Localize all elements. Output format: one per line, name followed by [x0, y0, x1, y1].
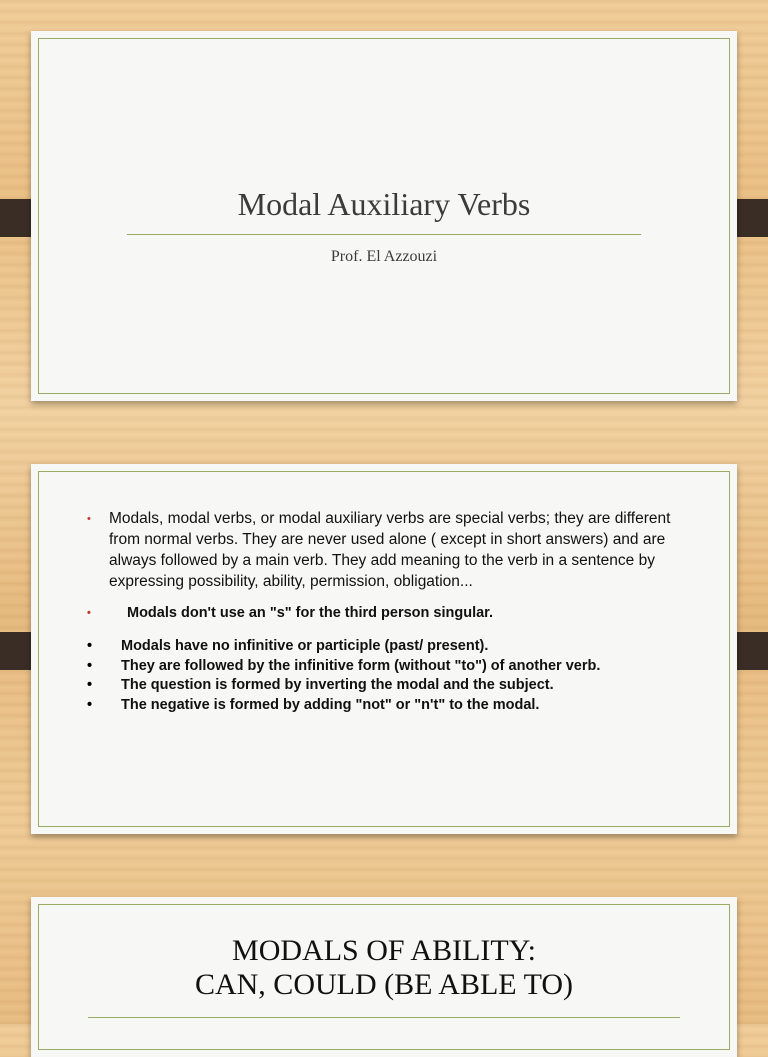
- heading-line-1: MODALS OF ABILITY:: [232, 934, 536, 967]
- list-item-text: The negative is formed by adding "not" or "n't" to the modal.: [121, 696, 540, 713]
- list-item-text: The question is formed by inverting the modal and the subject.: [121, 677, 554, 693]
- slide-modals-of-ability[interactable]: [31, 897, 737, 1057]
- list-item: [87, 637, 697, 657]
- slide-subtitle: Prof. El Azzouzi: [330, 248, 438, 265]
- list-item: [87, 676, 697, 696]
- heading-line-2: CAN, COULD (BE ABLE TO): [194, 968, 574, 1001]
- intro-paragraph: [87, 508, 697, 592]
- slide-intro[interactable]: [31, 464, 737, 834]
- list-item-text: Modals have no infinitive or participle (past/ present).: [121, 638, 489, 654]
- list-item: [87, 657, 697, 677]
- title-divider: [127, 234, 641, 235]
- slide-title[interactable]: [31, 31, 737, 401]
- slide-content: [87, 508, 697, 715]
- list-item-text: They are followed by the infinitive form (without "to") of another verb.: [121, 657, 601, 674]
- intro-text: Modals, modal verbs, or modal auxiliary verbs are special verbs; they are different from normal verbs. They are never used alone ( except in short answers) and are always followed by a main verb. They add meaning to the verb in a sentence by expressing possibility, ability, permission, obligation...: [109, 510, 671, 590]
- slide-title-heading: Modal Auxiliary Verbs: [237, 186, 531, 222]
- bullet-icon: •: [87, 513, 91, 525]
- key-point: [87, 605, 697, 621]
- key-point-text: Modals don't use an "s" for the third person singular.: [127, 605, 494, 621]
- bullet-icon: •: [87, 657, 93, 674]
- title-divider: [88, 1017, 680, 1018]
- list-item: [87, 696, 697, 716]
- bullet-icon: •: [87, 638, 93, 654]
- bullet-icon: •: [87, 607, 91, 619]
- bullet-icon: •: [87, 677, 93, 693]
- rules-list: [87, 637, 697, 715]
- bullet-icon: •: [87, 696, 93, 713]
- slide-heading: [31, 934, 737, 1002]
